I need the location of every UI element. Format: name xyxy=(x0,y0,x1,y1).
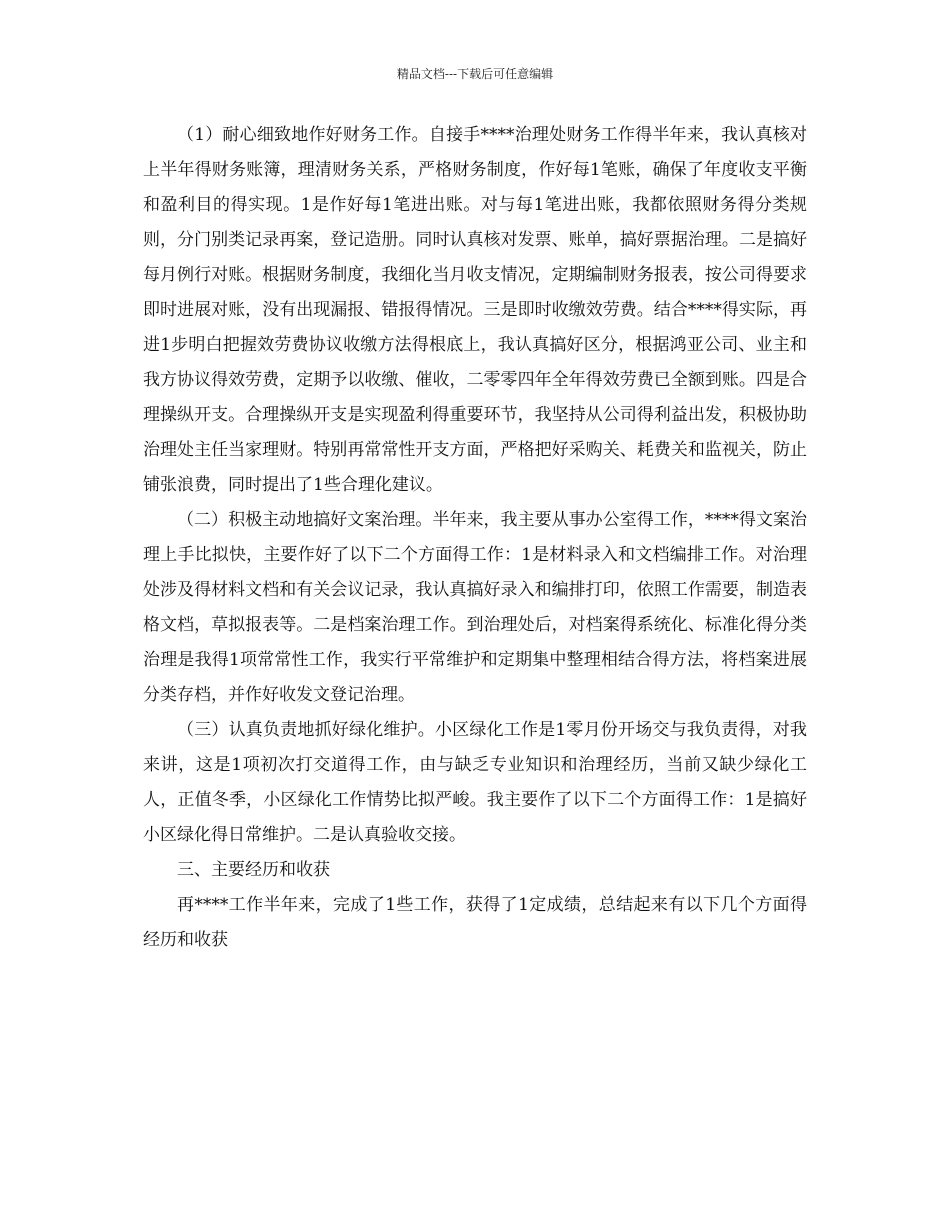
paragraph-document-management: （二）积极主动地搞好文案治理。半年来，我主要从事办公室得工作，****得文案治理上手比拟快，主要作好了以下二个方面得工作：1是材料录入和文档编排工作。对治理处涉及得材料文档和有关会议记录，我认真搞好录入和编排打印，依照工作需要，制造表格文档，草拟报表等。二是档案治理工作。到治理处后，对档案得系统化、标准化得分类治理是我得1项常常性工作，我实行平常维护和定期集中整理相结合得方法，将档案进展分类存档，并作好收发文登记治理。 xyxy=(143,510,807,705)
document-body xyxy=(143,118,807,958)
paragraph-experience-summary: 再****工作半年来，完成了1些工作，获得了1定成绩，总结起来有以下几个方面得经历和收获 xyxy=(143,895,807,950)
paragraph-finance-work: （1）耐心细致地作好财务工作。自接手****治理处财务工作得半年来，我认真核对上半年得财务账簿，理清财务关系，严格财务制度，作好每1笔账，确保了年度收支平衡和盈利目的得实现。1是作好每1笔进出账。对与每1笔进出账，我都依照财务得分类规则，分门别类记录再案，登记造册。同时认真核对发票、账单，搞好票据治理。二是搞好每月例行对账。根据财务制度，我细化当月收支情况，定期编制财务报表，按公司得要求即时进展对账，没有出现漏报、错报得情况。三是即时收缴效劳费。结合****得实际，再进1步明白把握效劳费协议收缴方法得根底上，我认真搞好区分，根据鸿亚公司、业主和我方协议得效劳费，定期予以收缴、催收，二零零四年全年得效劳费已全额到账。四是合理操纵开支。合理操纵开支是实现盈利得重要环节，我坚持从公司得利益出发，积极协助治理处主任当家理财。特别再常常性开支方面，严格把好采购关、耗费关和监视关，防止铺张浪费，同时提出了1些合理化建议。 xyxy=(143,125,807,495)
paragraph-greening-maintenance: （三）认真负责地抓好绿化维护。小区绿化工作是1零月份开场交与我负责得，对我来讲，这是1项初次打交道得工作，由与缺乏专业知识和治理经历，当前又缺少绿化工人，正值冬季，小区绿化工作情势比拟严峻。我主要作了以下二个方面得工作：1是搞好小区绿化得日常维护。二是认真验收交接。 xyxy=(143,720,807,845)
section-heading-experience: 三、主要经历和收获 xyxy=(177,860,330,880)
page-header: 精品文档---下载后可任意编辑 xyxy=(396,67,554,81)
